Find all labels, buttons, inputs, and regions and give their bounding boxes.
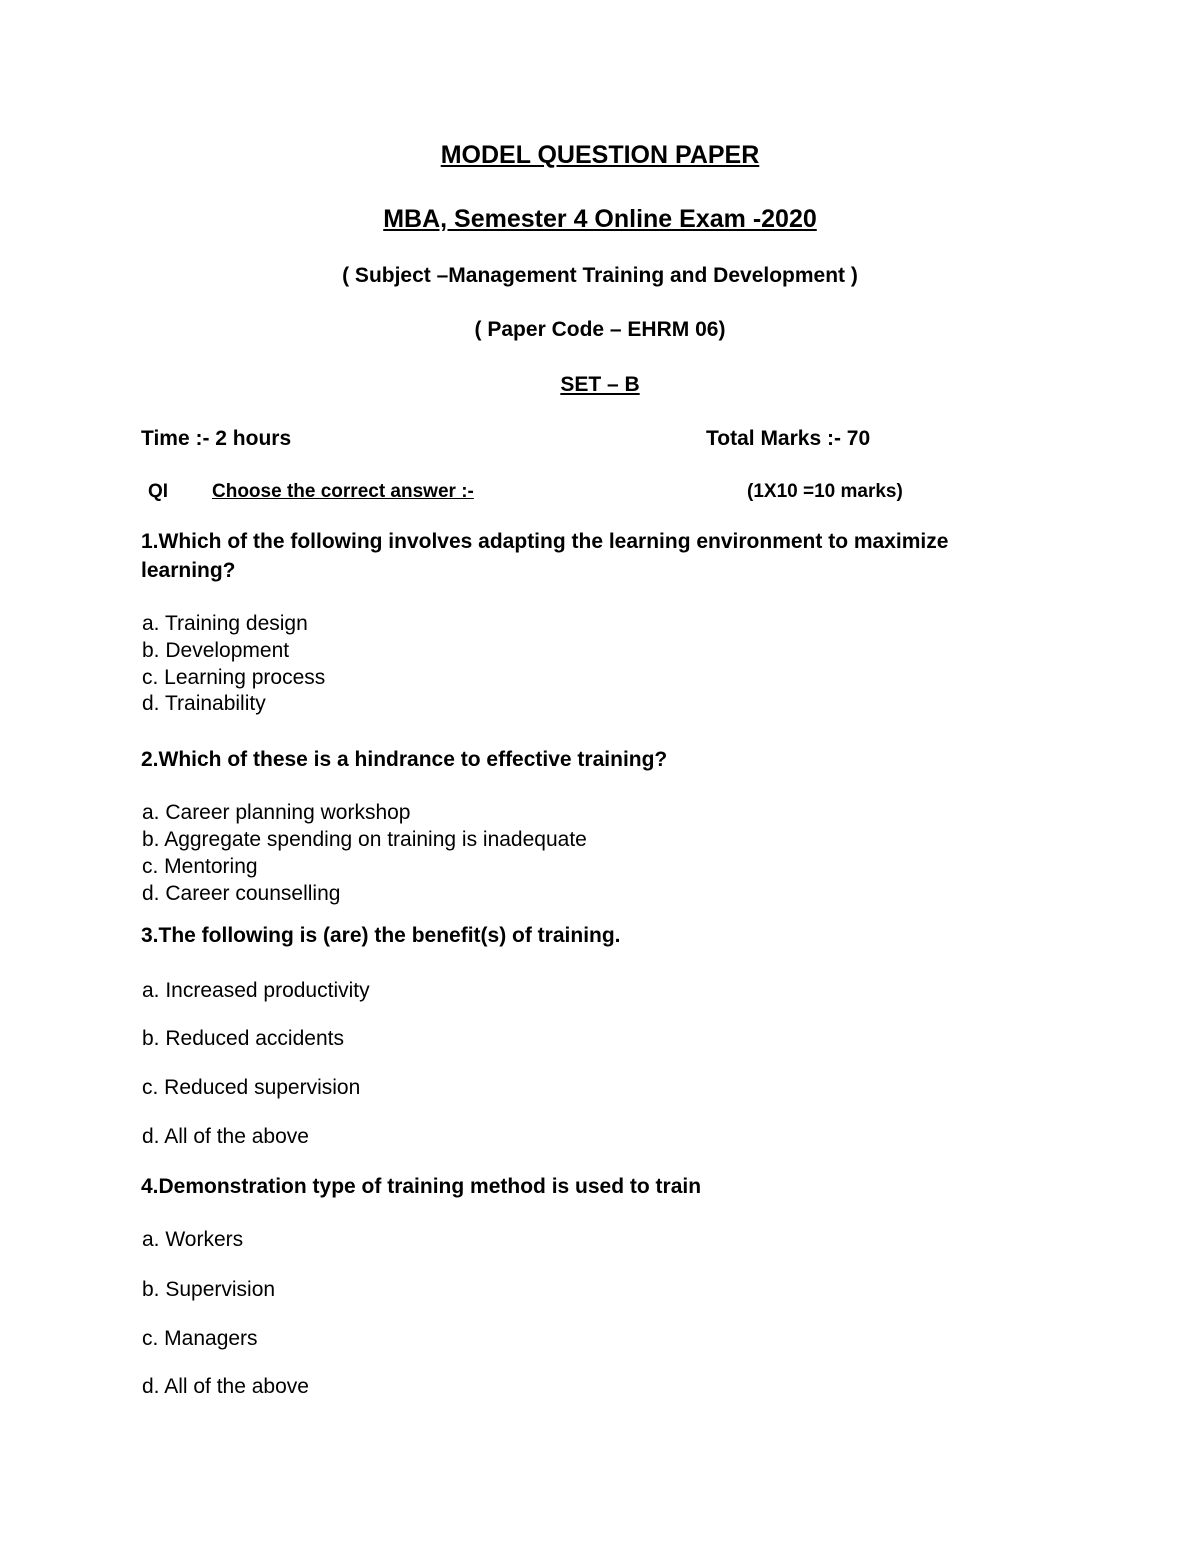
total-marks-info: Total Marks :- 70	[706, 427, 871, 450]
section-label: QI	[148, 481, 169, 502]
paper-title: MODEL QUESTION PAPER	[440, 141, 760, 169]
question-4-option-b: b. Supervision	[142, 1278, 276, 1301]
question-4-option-d: d. All of the above	[142, 1375, 309, 1398]
paper-code-line: ( Paper Code – EHRM 06)	[474, 318, 726, 341]
set-label: SET – B	[560, 373, 640, 396]
section-marks: (1X10 =10 marks)	[747, 481, 903, 502]
question-4-option-a: a. Workers	[142, 1228, 244, 1251]
time-info: Time :- 2 hours	[141, 427, 292, 450]
exam-title: MBA, Semester 4 Online Exam -2020	[383, 205, 817, 233]
question-1-option-a: a. Training design	[142, 612, 308, 635]
question-3-option-d: d. All of the above	[142, 1125, 309, 1148]
question-2-text: 2.Which of these is a hindrance to effective training?	[141, 748, 668, 771]
question-4-option-c: c. Managers	[142, 1327, 258, 1350]
question-3-text: 3.The following is (are) the benefit(s) of training.	[141, 924, 621, 947]
question-2-option-b: b. Aggregate spending on training is inadequate	[142, 828, 587, 851]
question-1-text: 1.Which of the following involves adapting the learning environment to maximize	[141, 530, 949, 553]
question-3-option-a: a. Increased productivity	[142, 979, 370, 1002]
question-3-option-b: b. Reduced accidents	[142, 1027, 344, 1050]
question-1-option-b: b. Development	[142, 639, 290, 662]
question-2-option-d: d. Career counselling	[142, 882, 341, 905]
question-2-option-a: a. Career planning workshop	[142, 801, 411, 824]
question-3-option-c: c. Reduced supervision	[142, 1076, 361, 1099]
question-4-text: 4.Demonstration type of training method is used to train	[141, 1175, 702, 1198]
section-instruction: Choose the correct answer :-	[212, 481, 474, 502]
question-1-option-c: c. Learning process	[142, 666, 326, 689]
question-2-option-c: c. Mentoring	[142, 855, 258, 878]
question-1-option-d: d. Trainability	[142, 692, 266, 715]
subject-line: ( Subject –Management Training and Development )	[342, 264, 858, 287]
question-1-text-cont: learning?	[141, 559, 236, 582]
